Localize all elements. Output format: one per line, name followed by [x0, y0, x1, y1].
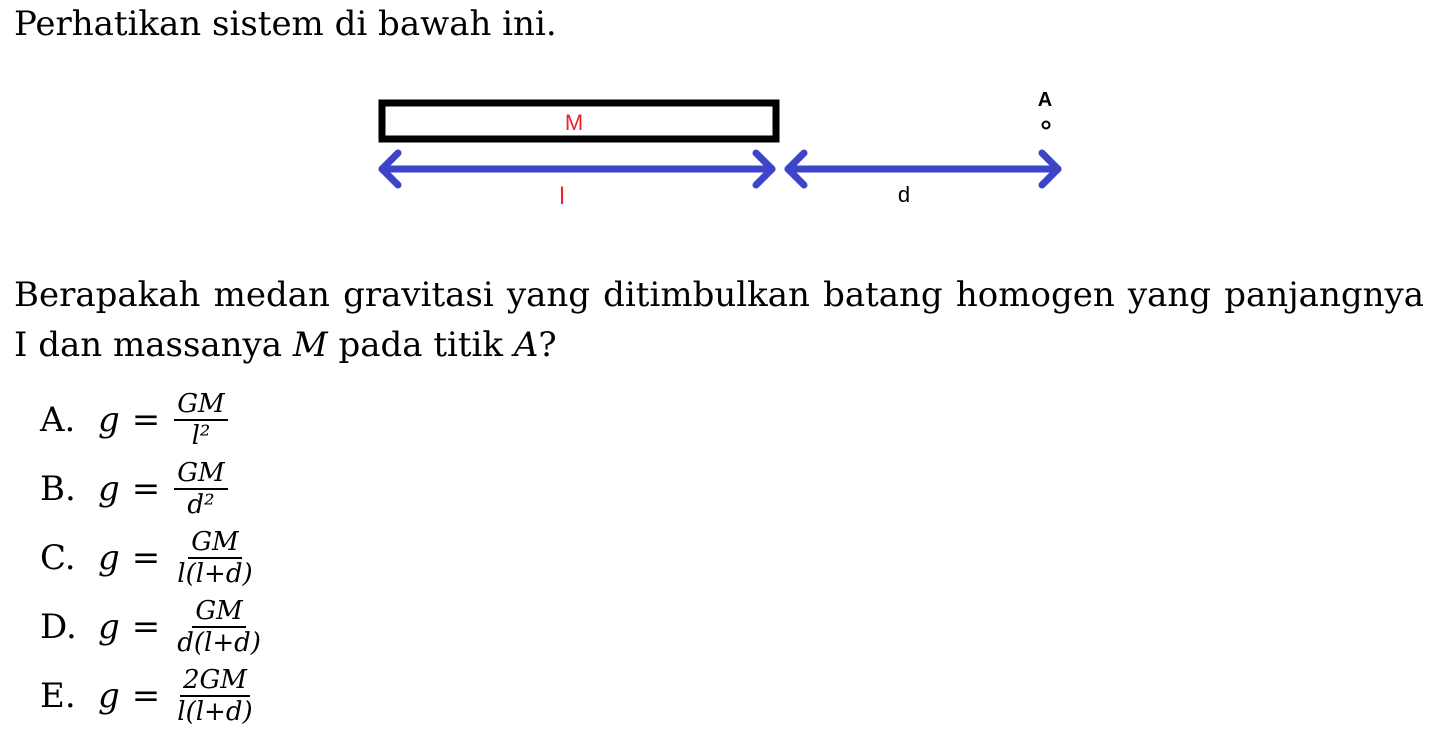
- intro-text: Perhatikan sistem di bawah ini.: [14, 4, 557, 44]
- question-text-before: Berapakah medan gravitasi yang ditimbulkan batang homogen yang panjangnya I dan massanya: [14, 275, 1424, 365]
- distance-label: d: [897, 182, 911, 207]
- question-text-middle: pada titik: [327, 325, 514, 365]
- option-letter: E.: [40, 675, 76, 716]
- option-equals: =: [131, 399, 161, 440]
- option-fraction: [174, 459, 227, 519]
- fraction-denominator: d²: [187, 489, 215, 520]
- option-lhs: g: [98, 606, 120, 647]
- option-equals: =: [131, 537, 161, 578]
- rod-diagram: [360, 80, 1080, 230]
- option-fraction: [174, 597, 264, 657]
- option-fraction: [174, 528, 255, 588]
- fraction-denominator: l²: [191, 420, 211, 451]
- option-fraction: [174, 666, 255, 726]
- option-equals: =: [131, 606, 161, 647]
- fraction-numerator: GM: [174, 459, 227, 490]
- fraction-numerator: GM: [192, 597, 245, 628]
- option-a[interactable]: [40, 385, 264, 454]
- option-e[interactable]: [40, 661, 264, 730]
- fraction-numerator: 2GM: [180, 666, 250, 697]
- fraction-denominator: l(l+d): [177, 558, 253, 589]
- option-letter: B.: [40, 468, 76, 509]
- question-text-after: ?: [538, 325, 557, 365]
- option-lhs: g: [98, 537, 120, 578]
- option-lhs: g: [98, 675, 120, 716]
- fraction-numerator: GM: [188, 528, 241, 559]
- mass-symbol: M: [292, 325, 328, 365]
- option-letter: D.: [40, 606, 77, 647]
- option-b[interactable]: [40, 454, 264, 523]
- point-symbol: A: [513, 325, 539, 365]
- fraction-denominator: l(l+d): [177, 696, 253, 727]
- option-letter: A.: [40, 399, 76, 440]
- option-c[interactable]: [40, 523, 264, 592]
- option-lhs: g: [98, 399, 120, 440]
- option-letter: C.: [40, 537, 76, 578]
- option-d[interactable]: [40, 592, 264, 661]
- fraction-numerator: GM: [174, 390, 227, 421]
- length-label: l: [559, 183, 565, 210]
- option-equals: =: [131, 468, 161, 509]
- rod-label: M: [564, 110, 584, 135]
- answer-options: [40, 385, 264, 730]
- point-a-marker: [1043, 122, 1050, 129]
- length-arrow: [382, 153, 772, 185]
- point-label: A: [1037, 89, 1053, 111]
- distance-arrow: [788, 153, 1058, 185]
- option-equals: =: [131, 675, 161, 716]
- question-text: [14, 270, 1424, 370]
- fraction-denominator: d(l+d): [177, 627, 261, 658]
- option-lhs: g: [98, 468, 120, 509]
- option-fraction: [174, 390, 227, 450]
